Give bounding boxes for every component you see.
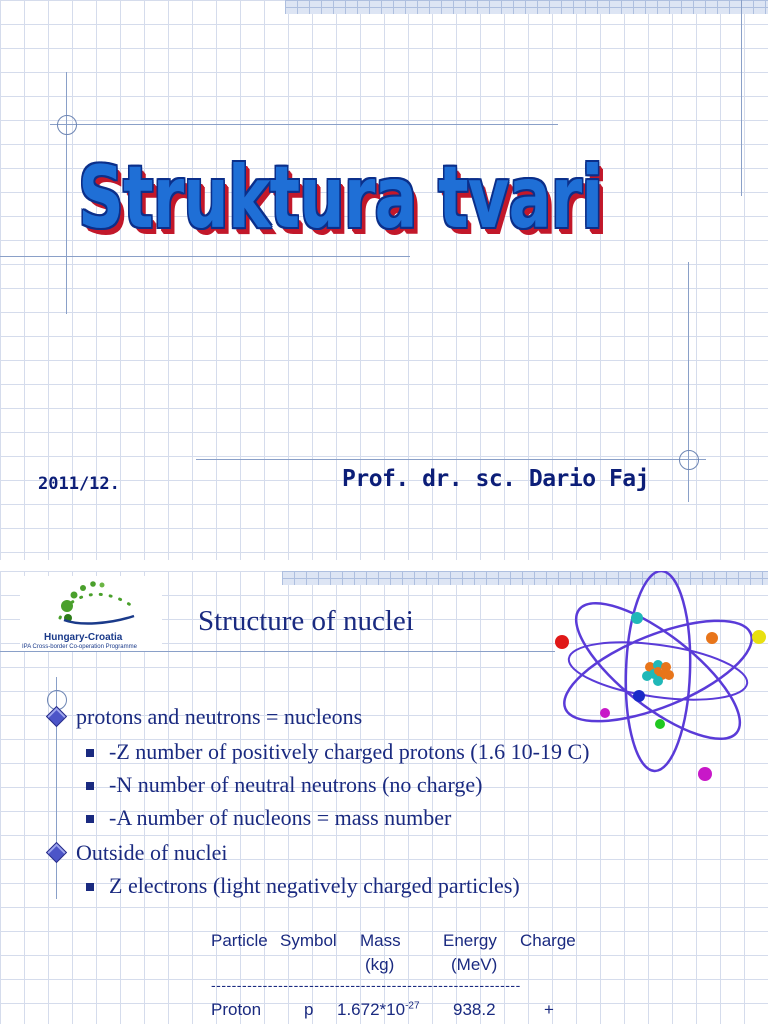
slide-separator	[0, 560, 768, 571]
decor-line	[0, 256, 410, 257]
table-header-symbol: Symbol	[280, 931, 337, 950]
date-label: 2011/12.	[38, 474, 120, 494]
bullet-square-icon	[86, 883, 94, 891]
table-cell-charge: +	[544, 1000, 554, 1019]
decor-line	[196, 459, 706, 460]
table-header-charge: Charge	[520, 931, 576, 950]
bullet-square-icon	[86, 782, 94, 790]
bullet-diamond-icon	[46, 706, 67, 727]
table-divider: ------------------------------------------------------------	[211, 977, 521, 993]
bullet-item: -Z number of positively charged protons (1.6 10-19 C)	[109, 739, 590, 764]
table-header-particle: Particle	[211, 931, 268, 950]
logo-swirl-icon	[20, 576, 162, 632]
program-logo	[20, 576, 162, 651]
bullet-item: Z electrons (light negatively charged particles)	[109, 873, 520, 898]
bullet-item: Outside of nuclei	[76, 840, 228, 865]
table-unit-energy: (MeV)	[451, 955, 498, 974]
decor-line	[0, 651, 555, 652]
mass-base: 1.672*10	[337, 1000, 406, 1019]
content-slide	[0, 571, 768, 1024]
table-cell-energy: 938.2	[453, 1000, 496, 1019]
registration-mark	[679, 450, 699, 470]
decor-line	[66, 72, 67, 314]
registration-mark	[57, 115, 77, 135]
logo-subtitle: IPA Cross-border Co-operation Programme	[22, 644, 137, 650]
slide-title: Struktura tvari	[78, 148, 603, 248]
table-unit-mass: (kg)	[365, 955, 395, 974]
bullet-square-icon	[86, 749, 94, 757]
bullet-item: -A number of nucleons = mass number	[109, 805, 452, 830]
top-grid-band	[285, 0, 768, 14]
bullet-diamond-icon	[46, 842, 67, 863]
decor-line	[50, 124, 558, 125]
bullet-item: -N number of neutral neutrons (no charge)	[109, 772, 483, 797]
decor-line	[741, 0, 742, 196]
table-cell-particle: Proton	[211, 1000, 262, 1019]
bullet-item: protons and neutrons = nucleons	[76, 704, 363, 729]
bullet-square-icon	[86, 815, 94, 823]
author-name: Prof. dr. sc. Dario Faj	[342, 466, 649, 492]
logo-name: Hungary-Croatia	[44, 632, 123, 643]
table-header-energy: Energy	[443, 931, 497, 950]
table-cell-mass	[337, 1000, 420, 1020]
table-cell-symbol: p	[304, 1000, 314, 1019]
slide-heading: Structure of nuclei	[198, 605, 414, 637]
table-header-mass: Mass	[360, 931, 401, 950]
mass-exponent: -27	[405, 1000, 420, 1012]
